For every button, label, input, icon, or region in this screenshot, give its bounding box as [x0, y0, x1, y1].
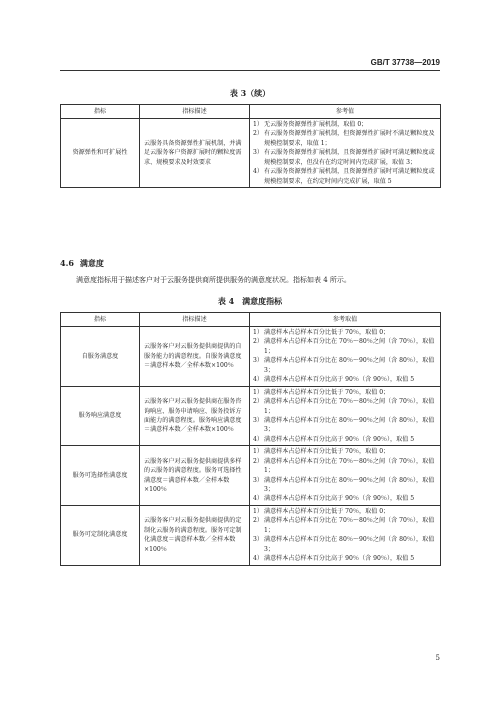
- reference-item-text: 有云服务资源弹性扩展机制，且资源弹性扩展时可满足颗粒度或规模控制要求，但没有在约定时间内完成扩展，取值 3；: [264, 149, 435, 166]
- reference-cell: [250, 505, 441, 565]
- reference-item: [253, 516, 437, 535]
- table-row: [61, 327, 441, 387]
- reference-item: [253, 167, 437, 186]
- section-title: 满意度: [79, 258, 104, 268]
- reference-item-text: 满意样本占总样本百分比在 80％～90％之间（含 80％），取值 3；: [264, 416, 435, 434]
- table4-header-description: 指标描述: [140, 313, 250, 327]
- reference-item-text: 满意样本占总样本百分比高于 90％（含 90％），取值 5: [264, 435, 415, 443]
- reference-cell: [250, 119, 441, 188]
- reference-item-text: 满意样本占总样本百分比高于 90％（含 90％），取值 5: [264, 376, 415, 384]
- section-number: 4.6: [60, 258, 74, 268]
- reference-item: [253, 447, 437, 456]
- reference-item: [253, 148, 437, 167]
- reference-item-text: 有云服务资源弹性扩展机制，但资源弹性扩展时不满足颗粒度及规模控制要求，取值 1；: [264, 130, 435, 147]
- reference-item-text: 满意样本占总样本百分比低于 70％，取值 0；: [264, 448, 390, 456]
- reference-item-text: 满意样本占总样本百分比在 70％～80％之间（含 70％），取值 1；: [264, 457, 435, 475]
- reference-item-text: 满意样本占总样本百分比高于 90％（含 90％），取值 5: [264, 555, 415, 563]
- table-3: [60, 104, 441, 188]
- reference-item-text: 满意样本占总样本百分比低于 70％，取值 0；: [264, 388, 390, 396]
- reference-item: [253, 337, 437, 356]
- reference-item-number: 3）: [253, 536, 263, 544]
- reference-item-number: 4）: [253, 168, 263, 176]
- table3-header-indicator: 指标: [61, 105, 140, 119]
- reference-item-text: 满意样本占总样本百分比在 70％～80％之间（含 70％），取值 1；: [264, 398, 435, 415]
- reference-item-number: 4）: [253, 435, 263, 443]
- reference-item: [253, 416, 437, 435]
- reference-item-text: 满意样本占总样本百分比高于 90％（含 90％），取值 5: [264, 495, 415, 503]
- reference-item-text: 有云服务资源弹性扩展机制，且资源弹性扩展时可满足颗粒度或规模控制要求，在约定时间内完成扩展，取值 5: [264, 168, 435, 185]
- indicator-cell: 服务可定制化满意度: [61, 505, 140, 565]
- reference-item-number: 1）: [253, 448, 263, 456]
- reference-item-number: 3）: [253, 476, 263, 484]
- table-row: [61, 505, 441, 565]
- reference-item: [253, 328, 437, 337]
- reference-item: [253, 356, 437, 375]
- description-cell: 云服务客户对云服务提供商提供多样的云服务的满意程度。服务可选择性满意度＝满意样本数／全样本数×100％: [140, 446, 250, 506]
- reference-item-number: 2）: [253, 130, 263, 138]
- reference-cell: [250, 446, 441, 506]
- table-row: [61, 119, 441, 188]
- reference-item-text: 满意样本占总样本百分比在 70％～80％之间（含 70％），取值 1；: [264, 517, 435, 534]
- reference-item: [253, 457, 437, 476]
- page-number: 5: [435, 654, 440, 662]
- reference-item-number: 1）: [253, 507, 263, 515]
- header-rule: [60, 70, 440, 71]
- reference-item-number: 3）: [253, 357, 263, 365]
- reference-item-number: 2）: [253, 338, 263, 346]
- reference-cell: [250, 327, 441, 387]
- reference-item: [253, 120, 437, 129]
- description-cell: 云服务具备资源弹性扩展机制，并满足云服务客户资源扩展时的颗粒度需求、规模要求及时效要求: [140, 119, 250, 188]
- reference-item: [253, 375, 437, 384]
- description-cell: 云服务客户对云服务提供商提供的自服务能力的满意程度。自服务满意度＝满意样本数／全样本数×100％: [140, 327, 250, 387]
- table4-header-indicator: 指标: [61, 313, 140, 327]
- description-cell: 云服务客户对云服务提供商在服务咨询响应、服务申请响应、服务投诉方面能力的满意程度。服务响应满意度＝满意样本数／全样本数×100％: [140, 386, 250, 446]
- description-cell: 云服务客户对云服务提供商提供的定制化云服务的满意程度。服务可定制化满意度＝满意样本数／全样本数×100％: [140, 505, 250, 565]
- reference-item: [253, 129, 437, 148]
- reference-item-text: 满意样本占总样本百分比在 80％～90％之间（含 80％），取值 3；: [264, 476, 435, 493]
- reference-item: [253, 535, 437, 554]
- table-row: [61, 386, 441, 446]
- reference-item: [253, 476, 437, 495]
- reference-cell: [250, 386, 441, 446]
- reference-item-text: 满意样本占总样本百分比低于 70％，取值 0；: [264, 507, 390, 515]
- section-heading: [60, 258, 104, 269]
- reference-item-number: 4）: [253, 376, 263, 384]
- reference-item-number: 3）: [253, 416, 263, 424]
- reference-item-number: 1）: [253, 121, 263, 128]
- table4-caption: 表 4 满意度指标: [217, 296, 283, 306]
- section-paragraph: 满意度指标用于描述客户对于云服务提供商所提供服务的满意度状况。指标如表 4 所示。: [76, 276, 351, 284]
- reference-item: [253, 554, 437, 563]
- reference-item-number: 2）: [253, 517, 263, 525]
- reference-item-text: 满意样本占总样本百分比在 70％～80％之间（含 70％），取值 1；: [264, 338, 435, 355]
- indicator-cell: 资源弹性和可扩展性: [61, 119, 140, 188]
- reference-item-number: 4）: [253, 555, 263, 563]
- reference-item-text: 满意样本占总样本百分比在 80％～90％之间（含 80％），取值 3；: [264, 536, 435, 553]
- indicator-cell: 服务响应满意度: [61, 386, 140, 446]
- table3-header-description: 指标描述: [140, 105, 250, 119]
- reference-item-number: 1）: [253, 329, 263, 336]
- reference-item-number: 4）: [253, 495, 263, 503]
- reference-item: [253, 388, 437, 397]
- table-4: [60, 312, 441, 566]
- table-row: [61, 446, 441, 506]
- reference-item-text: 满意样本占总样本百分比低于 70％，取值 0；: [264, 329, 390, 336]
- indicator-cell: 服务可选择性满意度: [61, 446, 140, 506]
- reference-item-number: 1）: [253, 388, 263, 396]
- reference-item: [253, 397, 437, 416]
- reference-item: [253, 494, 437, 503]
- indicator-cell: 自服务满意度: [61, 327, 140, 387]
- reference-item-text: 无云服务资源弹性扩展机制，取值 0；: [264, 121, 368, 128]
- table3-caption: 表 3（续）: [229, 88, 271, 98]
- reference-item-number: 2）: [253, 398, 263, 406]
- standard-number: GB/T 37738—2019: [370, 58, 440, 67]
- reference-item-text: 满意样本占总样本百分比在 80％～90％之间（含 80％），取值 3；: [264, 357, 435, 374]
- table4-header-reference: 参考取值: [250, 313, 441, 327]
- table3-header-reference: 参考值: [250, 105, 441, 119]
- reference-item-number: 2）: [253, 457, 263, 465]
- reference-item: [253, 507, 437, 516]
- reference-item: [253, 435, 437, 444]
- reference-item-number: 3）: [253, 149, 263, 157]
